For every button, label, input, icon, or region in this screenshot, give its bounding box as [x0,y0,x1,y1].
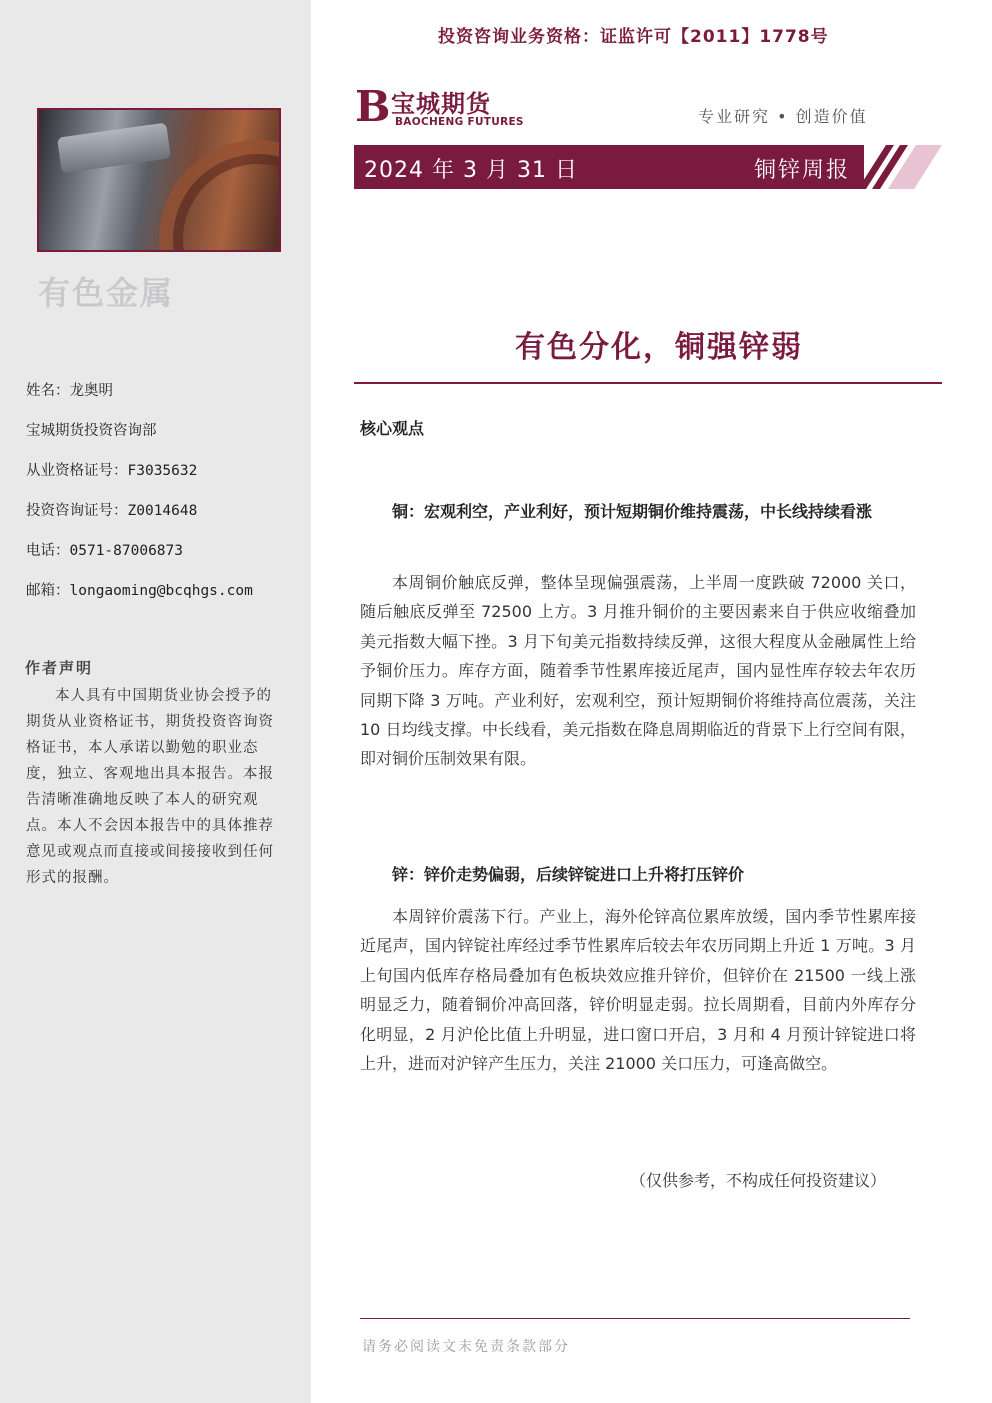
declaration-title: 作者声明 [25,659,94,677]
copper-coil-photo [37,108,281,252]
declaration-text: 本人具有中国期货业协会授予的期货从业资格证书，期货投资咨询资格证书，本人承诺以勤勉的职业态度，独立、客观地出具本报告。本报告清晰准确地反映了本人的研究观点。本人不会因本报告中的具体推荐意见或观点而直接或间接接收到任何形式的报酬。 [26,688,274,886]
category-label: 有色金属 [38,274,175,312]
slogan: 专业研究 • 创造价值 [698,107,868,126]
photo-rod [57,123,171,174]
photo-coil [159,140,281,252]
copper-paragraph: 本周铜价触底反弹，整体呈现偏强震荡，上半周一度跌破 72000 关口，随后触底反弹至 72500 上方。3 月推升铜价的主要因素来自于供应收缩叠加美元指数大幅下挫。3 月下旬美元指数持续反弹，这很大程度从金融属性上给予铜价压力。库存方面，随着季节性累库接近尾声，国内显性库存较去年农历同期下降 3 万吨。产业利好，宏观利空，预计短期铜价将维持高位震荡，关注 10 日均线支撑。中长线看，美元指数在降息周期临近的背景下上行空间有限，即对铜价压制效果有限。 [360,573,916,769]
banner-stripes [858,145,948,189]
report-type: 铜锌周报 [753,158,850,183]
analyst-department: 宝城期货投资咨询部 [26,423,157,439]
headline-rule [354,382,942,384]
logo-mark: B [355,82,391,131]
analyst-phone: 电话：0571-87006873 [26,543,183,559]
zinc-subtitle: 锌：锌价走势偏弱，后续锌锭进口上升将打压锌价 [392,865,745,884]
report-banner [354,145,864,189]
copper-subtitle: 铜：宏观利空，产业利好，预计短期铜价维持震荡，中长线持续看涨 [392,502,873,521]
footer-note: 请务必阅读文末免责条款部分 [362,1339,570,1355]
report-date: 2024 年 3 月 31 日 [364,158,578,183]
analyst-email[interactable]: 邮箱：longaoming@bcqhgs.com [26,583,253,599]
disclaimer: （仅供参考，不构成任何投资建议） [630,1171,887,1190]
analyst-name: 姓名：龙奥明 [26,383,113,399]
report-headline: 有色分化，铜强锌弱 [515,330,803,365]
sidebar [0,0,311,1403]
company-logo [355,84,525,132]
section-title: 核心观点 [360,419,425,438]
logo-text-cn: 宝城期货 [391,90,491,118]
license-line: 投资咨询业务资格：证监许可【2011】1778号 [438,27,829,47]
logo-text-en: BAOCHENG FUTURES [395,116,524,128]
analyst-qualification-number: 从业资格证号：F3035632 [26,463,198,479]
zinc-paragraph: 本周锌价震荡下行。产业上，海外伦锌高位累库放缓，国内季节性累库接近尾声，国内锌锭社库经过季节性累库后较去年农历同期上升近 1 万吨。3 月上旬国内低库存格局叠加有色板块效应推升锌价，但锌价在 21500 一线上涨明显乏力，随着铜价冲高回落，锌价明显走弱。拉长周期看，目前内外库存分化明显，2 月沪伦比值上升明显，进口窗口开启，3 月和 4 月预计锌锭进口将上升，进而对沪锌产生压力，关注 21000 关口压力，可逢高做空。 [360,907,916,1074]
footer-rule [360,1318,910,1319]
analyst-consulting-number: 投资咨询证号：Z0014648 [26,503,198,519]
